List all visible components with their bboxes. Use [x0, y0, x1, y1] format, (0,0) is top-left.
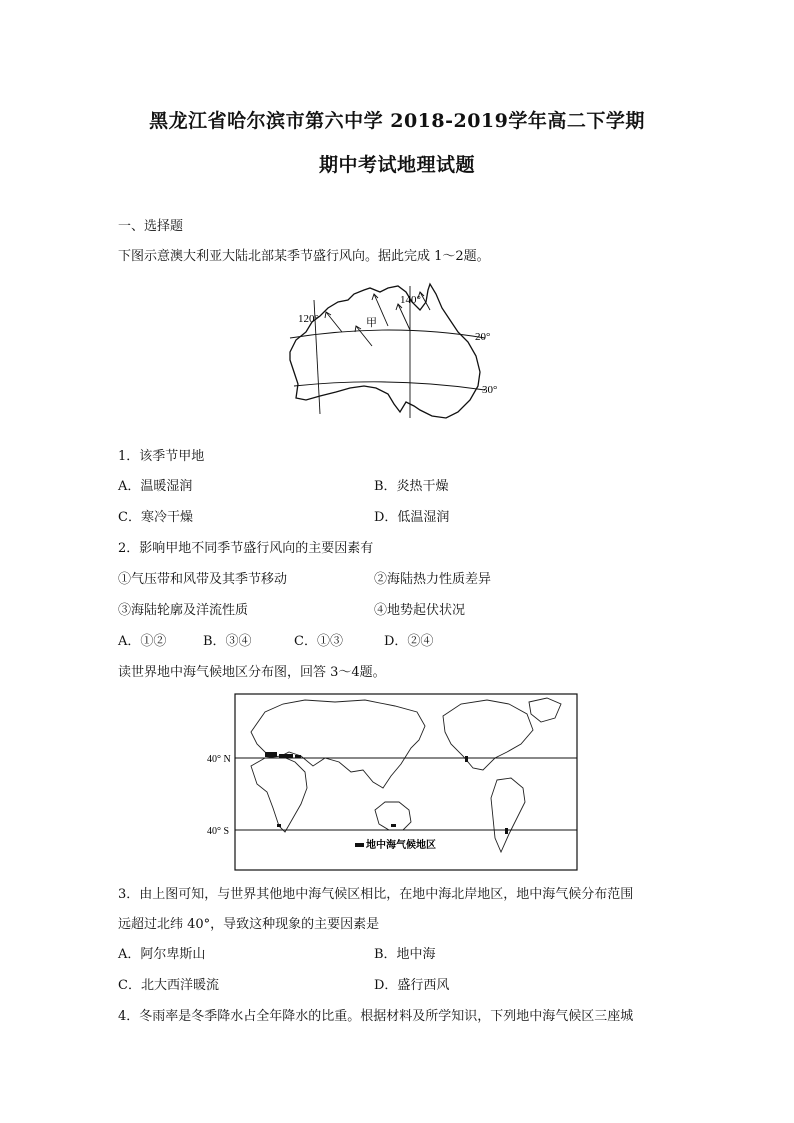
q1-option-a: A．温暖湿润 [118, 479, 193, 494]
q3-option-b: B．地中海 [374, 947, 436, 962]
intro-question-1-2: 下图示意澳大利亚大陆北部某季节盛行风向。据此完成 1～2题。 [118, 249, 490, 264]
question-4-stem-line-1: 4．冬雨率是冬季降水占全年降水的比重。根据材料及所学知识，下列地中海气候区三座城 [118, 1009, 634, 1024]
label-40n: 40° N [207, 754, 231, 765]
q3-option-d: D．盛行西风 [374, 978, 450, 993]
australia-outline [290, 284, 480, 418]
q1-option-d: D．低温湿润 [374, 510, 450, 525]
q2-option-d: D．②④ [384, 634, 434, 649]
q1-option-c: C．寒冷干燥 [118, 510, 193, 525]
section-heading: 一、选择题 [118, 219, 184, 234]
q2-option-a: A．①② [118, 634, 167, 649]
document-title-line-1: 黑龙江省哈尔滨市第六中学 2018-2019学年高二下学期 [149, 110, 645, 132]
q1-option-b: B．炎热干燥 [374, 479, 449, 494]
legend-swatch [355, 843, 364, 847]
question-2-stem: 2．影响甲地不同季节盛行风向的主要因素有 [118, 541, 374, 556]
australia-wind-map [280, 280, 510, 425]
q2-factor-4: ④地势起伏状况 [374, 603, 466, 618]
question-1-stem: 1．该季节甲地 [118, 449, 205, 464]
q2-factor-2: ②海陆热力性质差异 [374, 572, 492, 587]
question-3-stem-line-1: 3．由上图可知，与世界其他地中海气候区相比，在地中海北岸地区，地中海气候分布范围 [118, 887, 634, 902]
q3-option-c: C．北大西洋暖流 [118, 978, 219, 993]
q3-option-a: A．阿尔卑斯山 [118, 947, 206, 962]
question-3-stem-line-2: 远超过北纬 40°，导致这种现象的主要因素是 [118, 917, 380, 932]
label-jia: 甲 [366, 317, 377, 329]
q2-option-c: C．①③ [294, 634, 343, 649]
document-title-line-2: 期中考试地理试题 [318, 154, 475, 176]
q2-option-b: B．③④ [203, 634, 252, 649]
label-30: 30° [482, 384, 498, 396]
label-20: 20° [475, 331, 491, 343]
q2-factor-1: ①气压带和风带及其季节移动 [118, 572, 288, 587]
legend-label: 地中海气候地区 [366, 840, 436, 851]
label-120: 120° [298, 313, 319, 325]
label-140: 140° [400, 294, 421, 306]
world-mediterranean-climate-map [205, 692, 585, 874]
label-40s: 40° S [207, 826, 230, 837]
q2-factor-3: ③海陆轮廓及洋流性质 [118, 603, 249, 618]
intro-question-3-4: 读世界地中海气候地区分布图，回答 3～4题。 [118, 665, 386, 680]
